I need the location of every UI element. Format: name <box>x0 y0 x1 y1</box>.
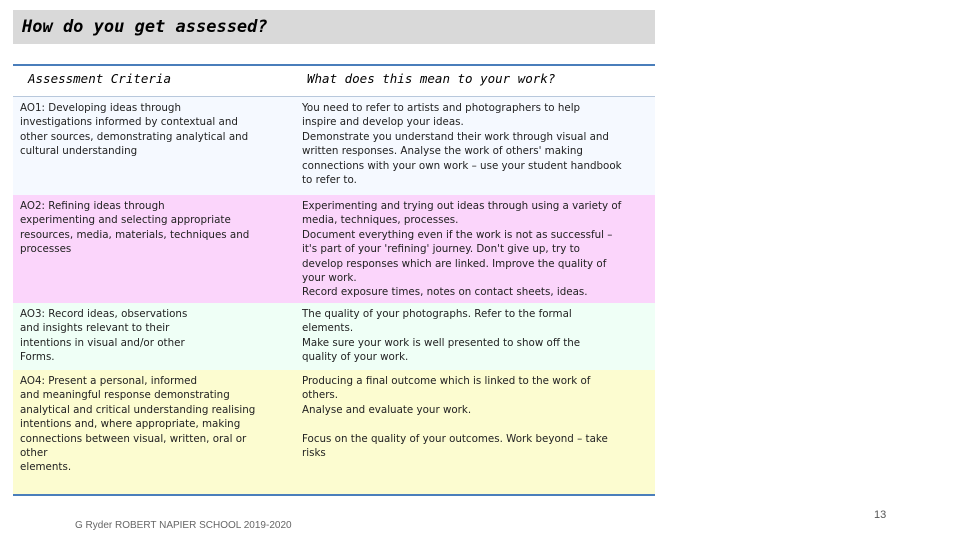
cell-line: develop responses which are linked. Improve the quality of <box>302 257 607 270</box>
cell-line: to refer to. <box>302 174 357 187</box>
cell-line: AO4: Present a personal, informed <box>20 375 198 387</box>
criteria-cell <box>20 374 280 475</box>
meaning-cell <box>302 374 652 460</box>
header-criteria: Assessment Criteria <box>28 71 171 86</box>
cell-line: connections between visual, written, oral or <box>20 432 247 445</box>
cell-line: processes <box>20 243 72 256</box>
cell-line: inspire and develop your ideas. <box>302 116 464 129</box>
table-row <box>13 97 655 195</box>
table-header <box>13 66 655 97</box>
cell-line: Analyse and evaluate your work. <box>302 403 472 416</box>
cell-line: it's part of your 'refining' journey. Don't give up, try to <box>302 243 580 256</box>
table-row <box>13 195 655 303</box>
cell-line: experimenting and selecting appropriate <box>20 214 231 227</box>
cell-line <box>302 417 652 431</box>
meaning-cell <box>302 199 652 300</box>
cell-line: Focus on the quality of your outcomes. Work beyond – take <box>302 432 608 445</box>
page-title: How do you get assessed? <box>22 17 268 37</box>
cell-line: elements. <box>302 322 354 335</box>
table-row <box>13 370 655 496</box>
cell-line: cultural understanding <box>20 145 138 158</box>
criteria-cell <box>20 101 280 159</box>
cell-line: media, techniques, processes. <box>302 214 459 227</box>
cell-line: Producing a final outcome which is linked to the work of <box>302 375 591 387</box>
cell-line: AO3: Record ideas, observations <box>20 308 188 320</box>
cell-line: Demonstrate you understand their work through visual and <box>302 130 609 143</box>
cell-line: quality of your work. <box>302 351 409 364</box>
cell-line: resources, media, materials, techniques and <box>20 228 250 241</box>
footer-credit: G Ryder ROBERT NAPIER SCHOOL 2019-2020 <box>75 520 292 531</box>
cell-line: written responses. Analyse the work of others' making <box>302 145 583 158</box>
cell-line: investigations informed by contextual and <box>20 116 238 129</box>
cell-line: and insights relevant to their <box>20 322 170 335</box>
cell-line: Make sure your work is well presented to show off the <box>302 336 581 349</box>
cell-line: other sources, demonstrating analytical and <box>20 130 249 143</box>
cell-line: other <box>20 447 48 460</box>
cell-line: intentions in visual and/or other <box>20 336 185 349</box>
criteria-cell <box>20 199 280 257</box>
cell-line: elements. <box>20 461 72 474</box>
meaning-cell <box>302 307 652 365</box>
cell-line: Document everything even if the work is not as successful – <box>302 228 613 241</box>
meaning-cell <box>302 101 652 187</box>
cell-line: analytical and critical understanding realising <box>20 403 256 416</box>
cell-line: your work. <box>302 272 357 285</box>
cell-line: and meaningful response demonstrating <box>20 389 230 402</box>
cell-line: AO2: Refining ideas through <box>20 200 165 212</box>
criteria-cell <box>20 307 280 365</box>
cell-line: The quality of your photographs. Refer to the formal <box>302 308 572 320</box>
cell-line: risks <box>302 447 326 460</box>
title-bar <box>13 10 655 44</box>
cell-line: Experimenting and trying out ideas through using a variety of <box>302 200 622 212</box>
assessment-table <box>13 64 655 496</box>
cell-line: intentions and, where appropriate, making <box>20 418 241 431</box>
header-meaning: What does this mean to your work? <box>307 71 556 86</box>
cell-line: connections with your own work – use your student handbook <box>302 159 622 172</box>
page-number: 13 <box>874 509 887 521</box>
table-row <box>13 303 655 370</box>
cell-line: Forms. <box>20 351 55 364</box>
cell-line: Record exposure times, notes on contact sheets, ideas. <box>302 286 588 299</box>
cell-line: others. <box>302 389 339 402</box>
cell-line: You need to refer to artists and photographers to help <box>302 102 581 114</box>
cell-line: AO1: Developing ideas through <box>20 102 181 114</box>
